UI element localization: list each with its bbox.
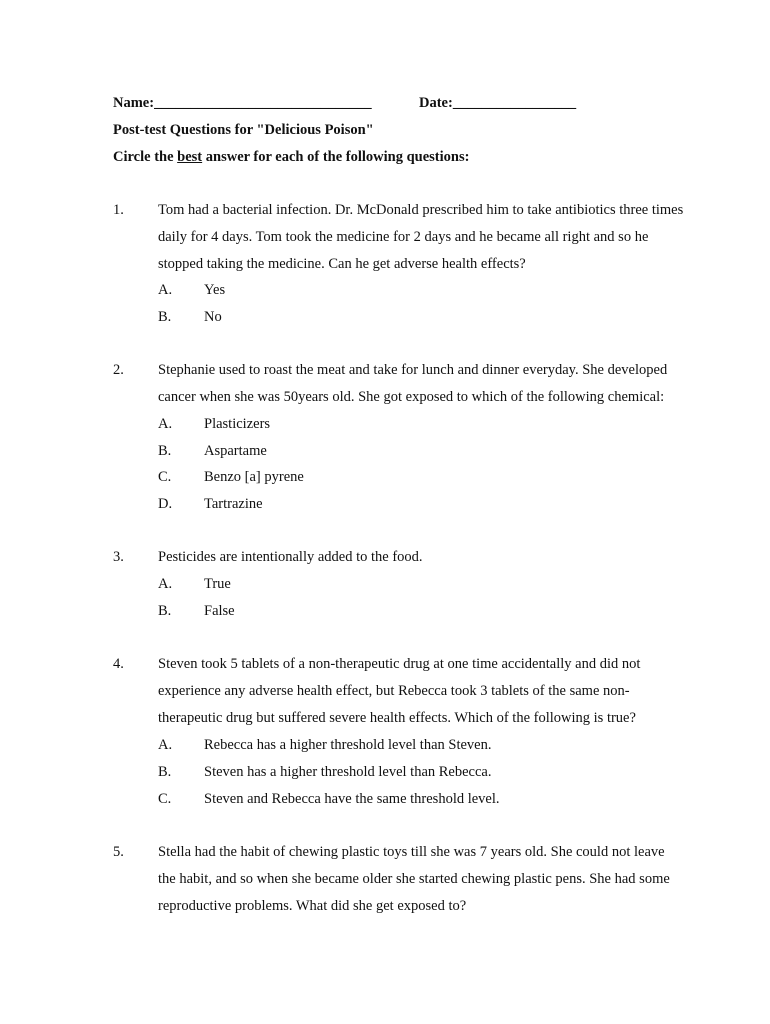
question-text-line: Stephanie used to roast the meat and take for lunch and dinner everyday. She developed (158, 362, 668, 378)
question-text-line: Stella had the habit of chewing plastic toys till she was 7 years old. She could not leave (158, 844, 665, 860)
question-number: 1. (113, 202, 124, 218)
option-letter: B. (158, 764, 172, 780)
date-field-label: Date:_________________ (419, 95, 577, 111)
option-letter: B. (158, 603, 172, 619)
instructions-emphasis: best (177, 149, 203, 165)
option-letter: A. (158, 416, 173, 432)
option-letter: B. (158, 443, 172, 459)
question-text-line: therapeutic drug but suffered severe health effects. Which of the following is true? (158, 710, 636, 726)
page-title: Post-test Questions for "Delicious Poison" (113, 122, 374, 138)
option-letter: A. (158, 576, 173, 592)
question-text-line: Tom had a bacterial infection. Dr. McDonald prescribed him to take antibiotics three times (158, 202, 684, 218)
option-text: Tartrazine (204, 496, 263, 512)
option-text: Rebecca has a higher threshold level than Steven. (204, 737, 492, 753)
instructions-before: Circle the (113, 149, 178, 165)
question-text-line: stopped taking the medicine. Can he get adverse health effects? (158, 256, 526, 272)
option-letter: C. (158, 791, 172, 807)
option-letter: D. (158, 496, 173, 512)
question-text-line: reproductive problems. What did she get exposed to? (158, 898, 467, 914)
option-text: Aspartame (204, 443, 267, 459)
name-field-label: Name:______________________________ (113, 95, 372, 111)
question-text-line: daily for 4 days. Tom took the medicine for 2 days and he became all right and so he (158, 229, 649, 245)
question-number: 5. (113, 844, 124, 860)
option-letter: A. (158, 282, 173, 298)
option-text: True (204, 576, 231, 592)
question-number: 4. (113, 656, 124, 672)
option-text: Steven has a higher threshold level than Rebecca. (204, 764, 492, 780)
instructions-after: answer for each of the following questions: (202, 149, 470, 165)
option-text: Benzo [a] pyrene (204, 469, 304, 485)
header-row (113, 94, 577, 112)
option-text: Plasticizers (204, 416, 271, 432)
question-text-line: the habit, and so when she became older she started chewing plastic pens. She had some (158, 871, 670, 887)
option-text: Steven and Rebecca have the same threshold level. (204, 791, 500, 807)
option-text: False (204, 603, 235, 619)
option-letter: A. (158, 737, 173, 753)
question-text-line: experience any adverse health effect, but Rebecca took 3 tablets of the same non- (158, 683, 630, 699)
option-letter: C. (158, 469, 172, 485)
question-text-line: Pesticides are intentionally added to the food. (158, 549, 423, 565)
question-text-line: Steven took 5 tablets of a non-therapeutic drug at one time accidentally and did not (158, 656, 641, 672)
option-text: No (204, 309, 222, 325)
option-text: Yes (204, 282, 226, 298)
question-number: 3. (113, 549, 124, 565)
instructions (113, 148, 469, 166)
question-text-line: cancer when she was 50years old. She got exposed to which of the following chemical: (158, 389, 665, 405)
option-letter: B. (158, 309, 172, 325)
question-number: 2. (113, 362, 124, 378)
